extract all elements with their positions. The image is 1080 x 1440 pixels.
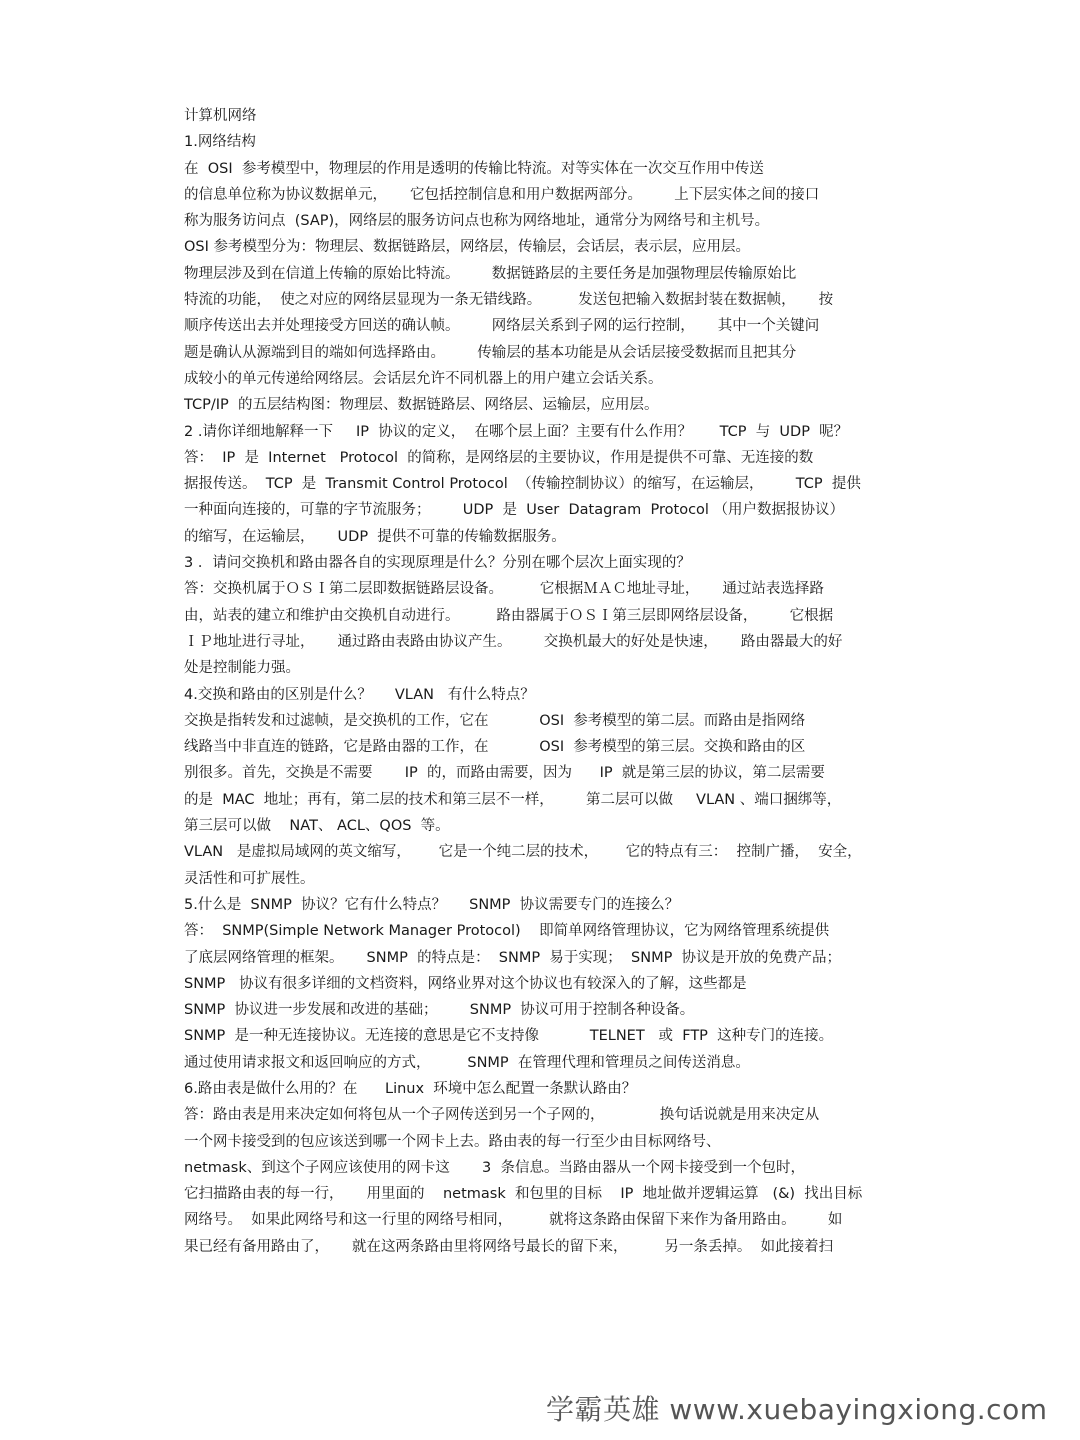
text-line: 1.网络结构: [184, 134, 256, 151]
text-line: 特流的功能， 使之对应的网络层显现为一条无错线路。 发送包把输入数据封装在数据帧， 按: [184, 292, 834, 309]
text-line: 的缩写，在运输层， UDP 提供不可靠的传输数据服务。: [184, 528, 566, 545]
text-line: OSI 参考模型分为：物理层、数据链路层，网络层，传输层，会话层，表示层，应用层。: [184, 239, 750, 256]
text-line: 交换是指转发和过滤帧，是交换机的工作，它在 OSI 参考模型的第二层。而路由是指网络: [184, 712, 806, 729]
text-line: 在 OSI 参考模型中，物理层的作用是透明的传输比特流。对等实体在一次交互作用中传送: [184, 160, 764, 177]
document-body: [184, 103, 904, 1260]
text-line: 2 .请你详细地解释一下 IP 协议的定义， 在哪个层上面？主要有什么作用？ TCP 与 UDP 呢？: [184, 423, 849, 440]
text-line: 别很多。首先，交换是不需要 IP 的，而路由需要，因为 IP 就是第三层的协议，第二层需要: [184, 765, 825, 782]
text-line: 称为服务访问点 (SAP)，网络层的服务访问点也称为网络地址，通常分为网络号和主机号。: [184, 213, 770, 230]
text-line: 4.交换和路由的区别是什么？ VLAN 有什么特点？: [184, 686, 535, 703]
text-line: 它扫描路由表的每一行， 用里面的 netmask 和包里的目标 IP 地址做并逻辑运算 (&) 找出目标: [184, 1186, 863, 1203]
text-line: 网络号。 如果此网络号和这一行里的网络号相同， 就将这条路由保留下来作为备用路由。 如: [184, 1212, 843, 1229]
text-line: 一种面向连接的，可靠的字节流服务； UDP 是 User Datagram Protocol （用户数据报协议）: [184, 502, 845, 519]
text-line: 答：路由表是用来决定如何将包从一个子网传送到另一个子网的， 换句话说就是用来决定从: [184, 1107, 820, 1124]
text-line: 处是控制能力强。: [184, 660, 300, 677]
text-line: 通过使用请求报文和返回响应的方式， SNMP 在管理代理和管理员之间传送消息。: [184, 1054, 750, 1071]
text-line: netmask、到这个子网应该使用的网卡这 3 条信息。当路由器从一个网卡接受到一个包时，: [184, 1159, 805, 1176]
text-line: 成较小的单元传递给网络层。会话层允许不同机器上的用户建立会话关系。: [184, 370, 663, 387]
text-line: SNMP 是一种无连接协议。无连接的意思是它不支持像 TELNET 或 FTP 这种专门的连接。: [184, 1028, 834, 1045]
site-watermark: 学霸英雄 www.xuebayingxiong.com: [546, 1393, 1048, 1426]
text-line: 由，站表的建立和维护由交换机自动进行。 路由器属于ＯＳＩ第三层即网络层设备， 它根据: [184, 607, 834, 624]
text-line: 5.什么是 SNMP 协议？它有什么特点？ SNMP 协议需要专门的连接么？: [184, 896, 680, 913]
text-line: 线路当中非直连的链路，它是路由器的工作，在 OSI 参考模型的第三层。交换和路由的区: [184, 739, 806, 756]
text-line: TCP/IP 的五层结构图：物理层、数据链路层、网络层、运输层，应用层。: [184, 397, 659, 414]
text-line: 答：交换机属于ＯＳＩ第二层即数据链路层设备。 它根据ＭＡＣ地址寻址， 通过站表选择路: [184, 581, 824, 598]
text-line: 3 ．请问交换机和路由器各自的实现原理是什么？分别在哪个层次上面实现的？: [184, 555, 691, 572]
text-line: 一个网卡接受到的包应该送到哪一个网卡上去。路由表的每一行至少由目标网络号、: [184, 1133, 721, 1150]
text-line: 答： SNMP(Simple Network Manager Protocol) 即简单网络管理协议，它为网络管理系统提供: [184, 923, 830, 940]
text-line: 顺序传送出去并处理接受方回送的确认帧。 网络层关系到子网的运行控制， 其中一个关键问: [184, 318, 820, 335]
text-line: 了底层网络管理的框架。 SNMP 的特点是： SNMP 易于实现； SNMP 协议是开放的免费产品；: [184, 949, 842, 966]
text-line: ＩＰ地址进行寻址， 通过路由表路由协议产生。 交换机最大的好处是快速， 路由器最大的好: [184, 633, 843, 650]
text-line: 的信息单位称为协议数据单元， 它包括控制信息和用户数据两部分。 上下层实体之间的接口: [184, 186, 820, 203]
text-line: 物理层涉及到在信道上传输的原始比特流。 数据链路层的主要任务是加强物理层传输原始比: [184, 265, 797, 282]
text-line: 答： IP 是 Internet Protocol 的简称，是网络层的主要协议，作用是提供不可靠、无连接的数: [184, 449, 814, 466]
text-line: VLAN 是虚拟局域网的英文缩写， 它是一个纯二层的技术， 它的特点有三： 控制广播， 安全，: [184, 844, 862, 861]
text-line: 题是确认从源端到目的端如何选择路由。 传输层的基本功能是从会话层接受数据而且把其分: [184, 344, 797, 361]
text-line: SNMP 协议进一步发展和改进的基础； SNMP 协议可用于控制各种设备。: [184, 1002, 695, 1019]
text-line: 的是 MAC 地址；再有，第二层的技术和第三层不一样， 第二层可以做 VLAN 、端口捆绑等，: [184, 791, 842, 808]
text-line: SNMP 协议有很多详细的文档资料，网络业界对这个协议也有较深入的了解，这些都是: [184, 975, 747, 992]
text-line: 第三层可以做 NAT、 ACL、QOS 等。: [184, 818, 450, 835]
text-line: 6.路由表是做什么用的？在 Linux 环境中怎么配置一条默认路由？: [184, 1080, 637, 1097]
text-line: 灵活性和可扩展性。: [184, 870, 315, 887]
document-title: 计算机网络: [184, 108, 257, 124]
text-line: 据报传送。 TCP 是 Transmit Control Protocol （传输控制协议）的缩写，在运输层， TCP 提供: [184, 476, 861, 493]
text-line: 果已经有备用路由了， 就在这两条路由里将网络号最长的留下来， 另一条丢掉。 如此接着扫: [184, 1238, 834, 1255]
